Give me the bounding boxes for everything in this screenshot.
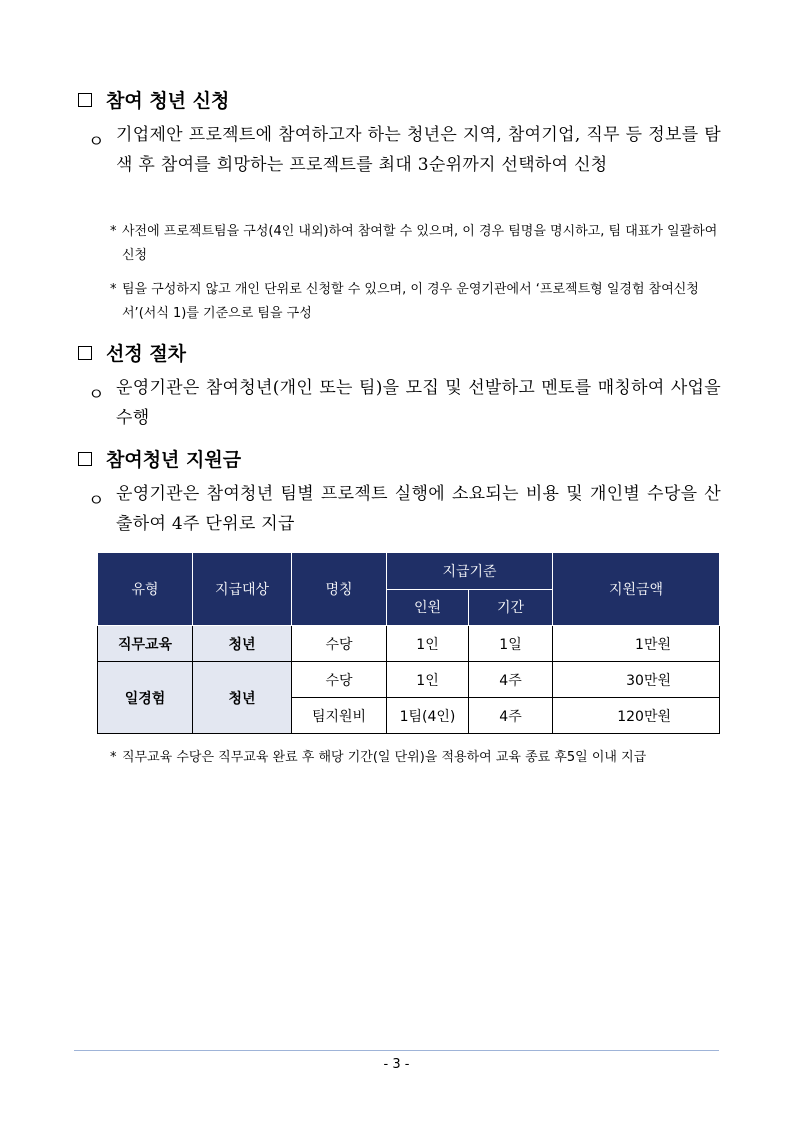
note-asterisk: * [110,750,117,765]
section-title: 참여청년 지원금 [106,449,242,471]
header-name: 명칭 [292,553,387,626]
cell-people: 1팀(4인) [387,698,469,734]
bullet-circle-icon: ㅇ [88,491,105,511]
note-text: 직무교육 수당은 직무교육 완료 후 해당 기간(일 단위)을 적용하여 교육 종료 후5일 이내 지급 [122,750,647,765]
cell-name: 수당 [292,662,387,698]
header-amount: 지원금액 [553,553,720,626]
cell-amount: 1만원 [553,626,720,662]
cell-amount: 30만원 [553,662,720,698]
cell-amount: 120만원 [553,698,720,734]
note-asterisk: * [110,282,117,297]
bullet-circle-icon: ㅇ [88,385,105,405]
header-criteria: 지급기준 [387,553,553,590]
header-target: 지급대상 [193,553,292,626]
checkbox-square-icon [78,346,92,360]
section-heading-support [78,445,241,472]
cell-people: 1인 [387,626,469,662]
note-training-allowance [110,746,730,770]
cell-period: 4주 [469,662,553,698]
checkbox-square-icon [78,93,92,107]
footer-divider [74,1050,719,1051]
cell-target: 청년 [193,626,292,662]
section-title: 선정 절차 [106,343,187,365]
note-individual [110,278,722,326]
cell-name: 수당 [292,626,387,662]
page-number: - 3 - [383,1057,410,1072]
note-text: 팀을 구성하지 않고 개인 단위로 신청할 수 있으며, 이 경우 운영기관에서 ‘프로젝트형 일경험 참여신청서’(서식 1)를 기준으로 팀을 구성 [122,282,699,321]
table-row [98,626,720,662]
cell-period: 4주 [469,698,553,734]
section-heading-selection [78,339,186,366]
note-text: 사전에 프로젝트팀을 구성(4인 내외)하여 참여할 수 있으며, 이 경우 팀명을 명시하고, 팀 대표가 일괄하여 신청 [122,224,718,263]
note-team [110,220,722,268]
table-row [98,662,720,698]
checkbox-square-icon [78,452,92,466]
bullet-circle-icon: ㅇ [88,132,105,152]
section-title: 참여 청년 신청 [106,90,230,112]
cell-target: 청년 [193,662,292,734]
bullet-text: 운영기관은 참여청년(개인 또는 팀)을 모집 및 선발하고 멘토를 매칭하여 사업을 수행 [116,378,721,428]
bullet-text: 운영기관은 참여청년 팀별 프로젝트 실행에 소요되는 비용 및 개인별 수당을 산출하여 4주 단위로 지급 [116,484,721,534]
header-period: 기간 [469,589,553,626]
support-table [97,552,720,734]
header-people: 인원 [387,589,469,626]
bullet-text: 기업제안 프로젝트에 참여하고자 하는 청년은 지역, 참여기업, 직무 등 정보를 탐색 후 참여를 희망하는 프로젝트를 최대 3순위까지 선택하여 신청 [116,125,721,175]
cell-name: 팀지원비 [292,698,387,734]
header-type: 유형 [98,553,193,626]
section-heading-apply [78,86,229,113]
cell-period: 1일 [469,626,553,662]
cell-type: 일경험 [98,662,193,734]
note-asterisk: * [110,224,117,239]
cell-type: 직무교육 [98,626,193,662]
cell-people: 1인 [387,662,469,698]
